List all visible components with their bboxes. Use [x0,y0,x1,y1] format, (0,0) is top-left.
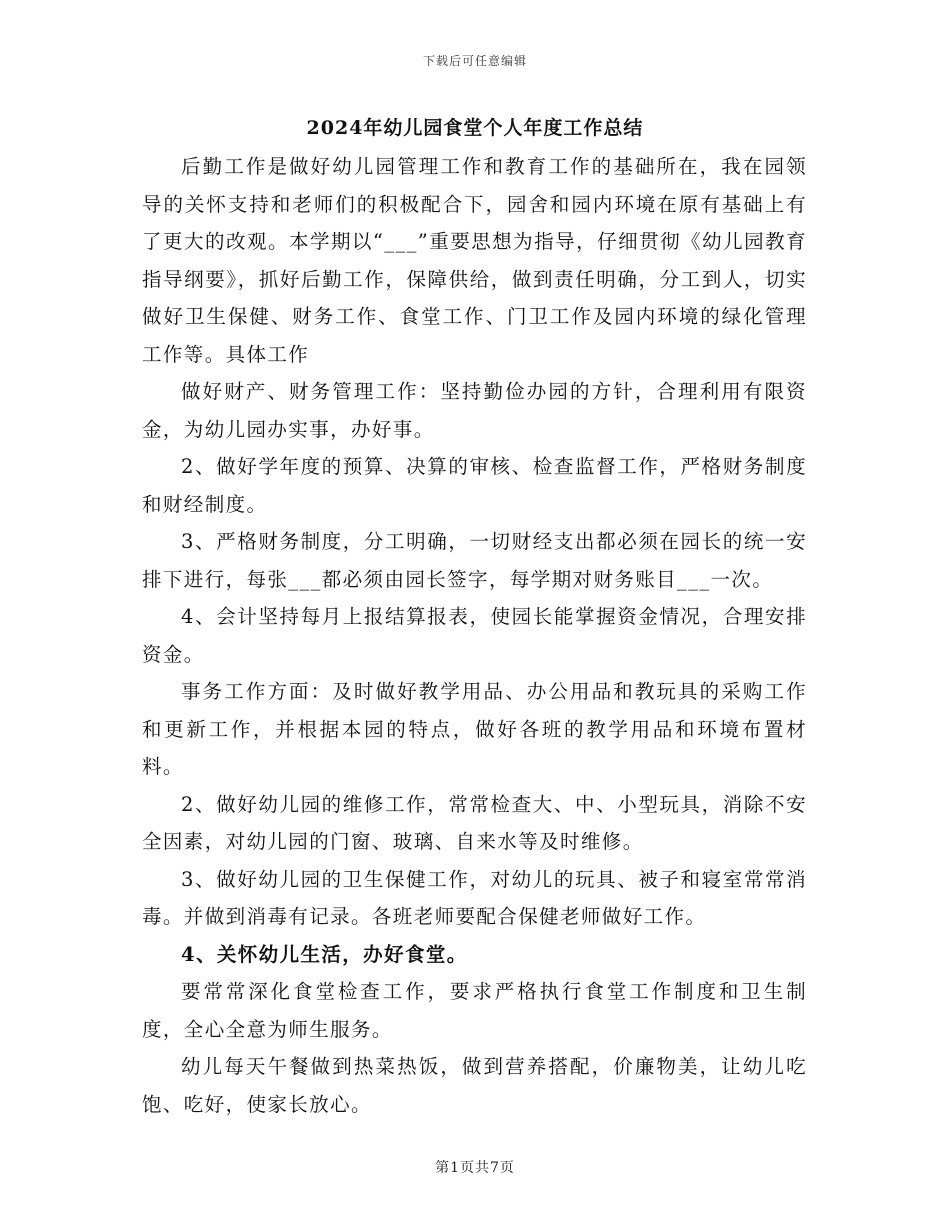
page-footer-number: 第1页共7页 [435,1160,515,1176]
paragraph: 事务工作方面：及时做好教学用品、办公用品和教玩具的采购工作和更新工作，并根据本园的特点，做好各班的教学用品和环境布置材料。 [142,680,807,778]
paragraph: 幼儿每天午餐做到热菜热饭，做到营养搭配，价廉物美，让幼儿吃饱、吃好，使家长放心。 [142,1055,807,1116]
paragraph: 后勤工作是做好幼儿园管理工作和教育工作的基础所在，我在园领导的关怀支持和老师们的积极配合下，园舍和园内环境在原有基础上有了更大的改观。本学期以“___”重要思想为指导，仔细贯彻《幼儿园教育指导纲要》，抓好后勤工作，保障供给，做到责任明确，分工到人，切实做好卫生保健、财务工作、食堂工作、门卫工作及园内环境的绿化管理工作等。具体工作 [142,155,807,366]
paragraph: 做好财产、财务管理工作：坚持勤俭办园的方针，合理利用有限资金，为幼儿园办实事，办好事。 [142,380,807,441]
paragraph: 3、严格财务制度，分工明确，一切财经支出都必须在园长的统一安排下进行，每张___都必须由园长签字，每学期对财务账目___一次。 [142,530,807,591]
paragraph: 要常常深化食堂检查工作，要求严格执行食堂工作制度和卫生制度，全心全意为师生服务。 [142,980,807,1041]
paragraph: 4、会计坚持每月上报结算报表，使园长能掌握资金情况，合理安排资金。 [142,605,807,666]
page-header-note: 下载后可任意编辑 [422,54,527,68]
section-heading: 4、关怀幼儿生活，办好食堂。 [181,942,468,966]
document-body [142,148,807,1123]
paragraph: 2、做好幼儿园的维修工作，常常检查大、中、小型玩具，消除不安全因素，对幼儿园的门窗、玻璃、自来水等及时维修。 [142,792,807,853]
paragraph: 3、做好幼儿园的卫生保健工作，对幼儿的玩具、被子和寝室常常消毒。并做到消毒有记录。各班老师要配合保健老师做好工作。 [142,867,807,928]
document-title: 2024年幼儿园食堂个人年度工作总结 [306,117,644,139]
paragraph: 2、做好学年度的预算、决算的审核、检查监督工作，严格财务制度和财经制度。 [142,455,807,516]
